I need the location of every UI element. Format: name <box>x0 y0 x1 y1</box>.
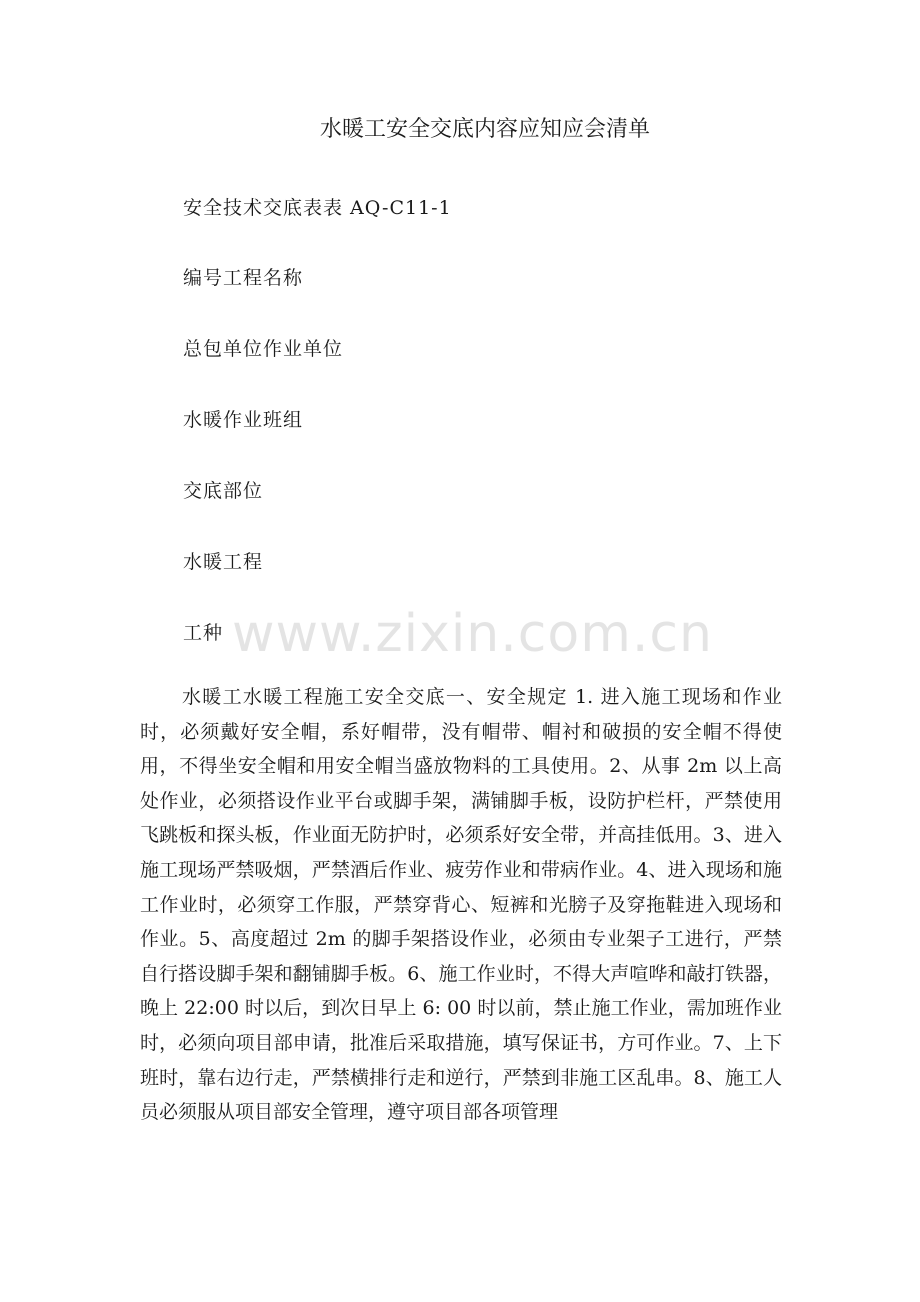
project-name-label: 编号工程名称 <box>183 267 304 289</box>
disclosure-location-label: 交底部位 <box>183 480 264 502</box>
project-type-label: 水暖工程 <box>183 551 264 573</box>
form-table-label: 安全技术交底表表 AQ-C11-1 <box>183 197 452 219</box>
body-paragraph: 水暖工水暖工程施工安全交底一、安全规定 1. 进入施工现场和作业时，必须戴好安全帽，系好帽带，没有帽带、帽衬和破损的安全帽不得使用，不得坐安全帽和用安全帽当盛放物料的工具使用。2、从事 2m 以上高处作业，必须搭设作业平台或脚手架，满铺脚手板，设防护栏杆，严禁使用飞跳板和探头板，作业面无防护时，必须系好安全带，并高挂低用。3、进入施工现场严禁吸烟，严禁酒后作业、疲劳作业和带病作业。4、进入现场和施工作业时，必须穿工作服，严禁穿背心、短裤和光膀子及穿拖鞋进入现场和作业。5、高度超过 2m 的脚手架搭设作业，必须由专业架子工进行，严禁自行搭设脚手架和翻铺脚手板。6、施工作业时，不得大声喧哗和敲打铁器，晚上 22:00 时以后，到次日早上 6: 00 时以前，禁止施工作业，需加班作业时，必须向项目部申请，批准后采取措施，填写保证书，方可作业。7、上下班时，靠右边行走，严禁横排行走和逆行，严禁到非施工区乱串。8、施工人员必须服从项目部安全管理，遵守项目部各项管理 <box>140 686 782 1124</box>
watermark: www.zixin.com.cn <box>232 604 713 664</box>
contractor-label: 总包单位作业单位 <box>183 338 344 360</box>
work-team-label: 水暖作业班组 <box>183 409 304 431</box>
document-title: 水暖工安全交底内容应知应会清单 <box>319 117 650 142</box>
trade-label: 工种 <box>183 622 224 644</box>
